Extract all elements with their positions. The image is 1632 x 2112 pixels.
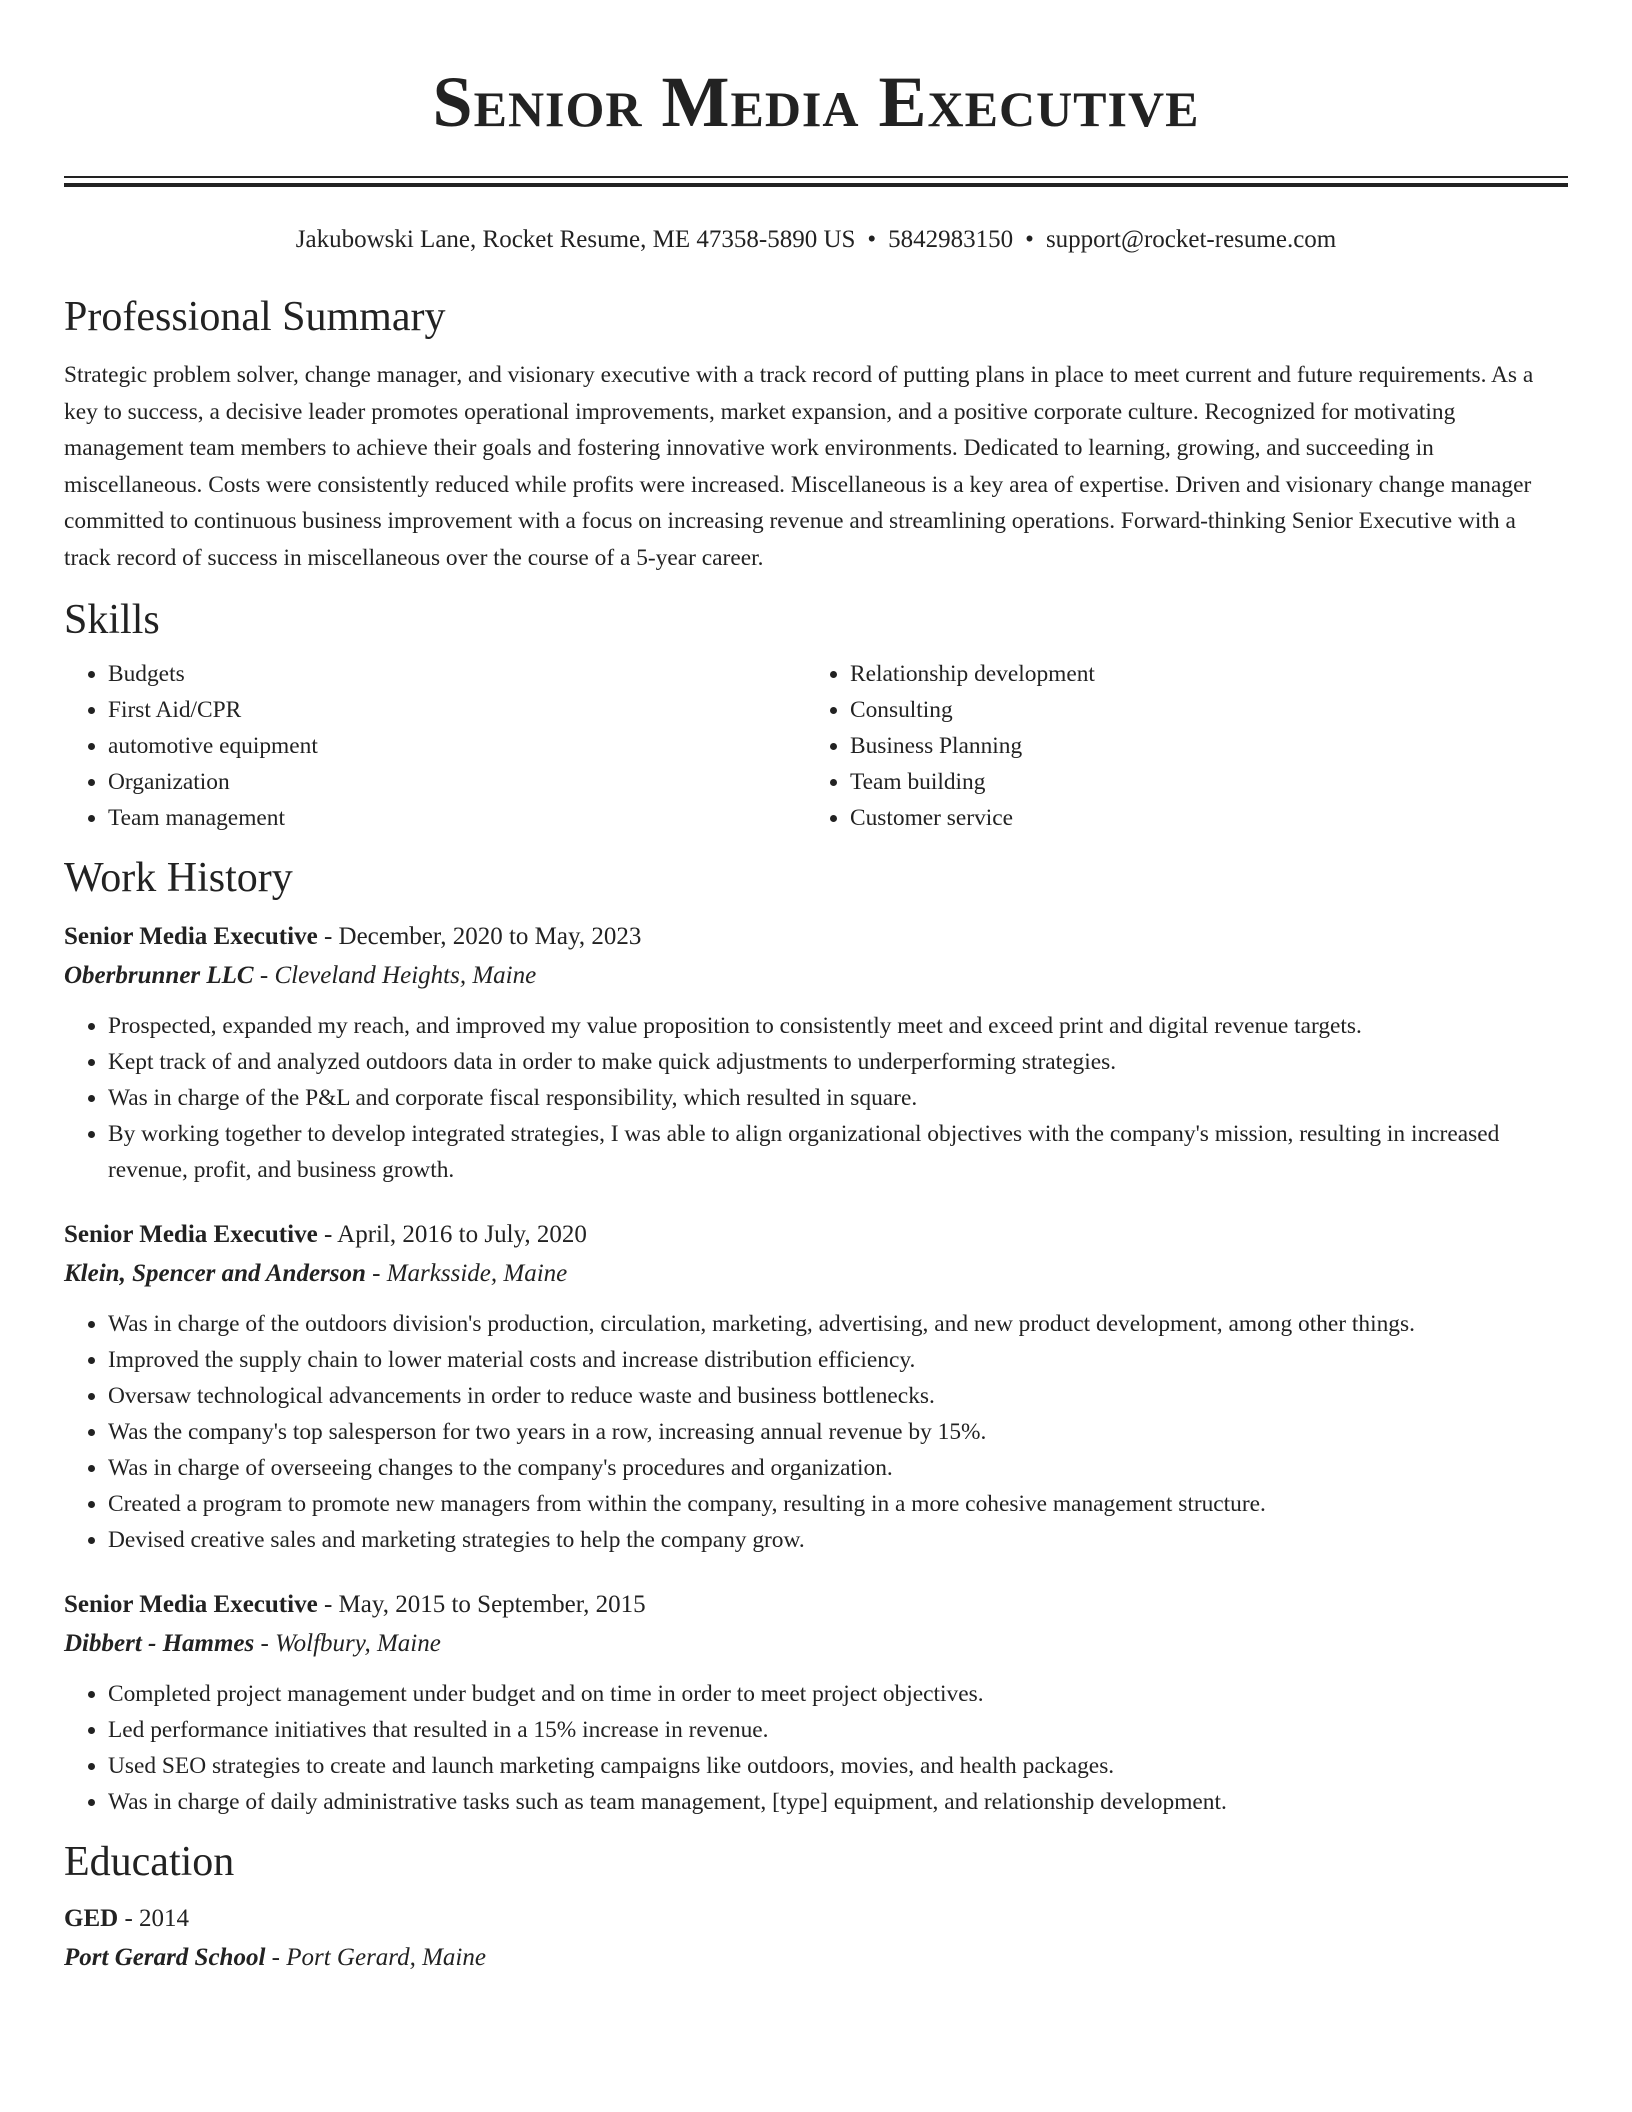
job-bullets <box>64 1676 1568 1820</box>
skill-item: • Business Planning <box>850 728 1548 764</box>
contact-line <box>64 223 1568 257</box>
job-entry <box>64 1586 1568 1820</box>
education-entry <box>64 1900 1568 1978</box>
job-title-line <box>64 1586 1568 1624</box>
school-dash: - <box>265 1944 287 1971</box>
skills-grid <box>64 656 1568 836</box>
degree-line <box>64 1900 1568 1938</box>
job-dash: - <box>317 923 339 950</box>
degree: GED <box>64 1905 119 1932</box>
company-location: Cleveland Heights, Maine <box>274 962 537 989</box>
job-bullet: • Used SEO strategies to create and launch marketing campaigns like outdoors, movies, and health packages. <box>108 1748 1568 1784</box>
company-location: Wolfbury, Maine <box>275 1630 441 1657</box>
job-bullet: • Oversaw technological advancements in order to reduce waste and business bottlenecks. <box>108 1378 1568 1414</box>
contact-separator: • <box>1025 226 1034 253</box>
job-dates: April, 2016 to July, 2020 <box>337 1221 587 1248</box>
skill-item: • Team management <box>108 800 806 836</box>
job-bullet: • Was in charge of daily administrative tasks such as team management, [type] equipment, and relationship development. <box>108 1784 1568 1820</box>
job-bullet: • Created a program to promote new managers from within the company, resulting in a more cohesive management structure. <box>108 1486 1568 1522</box>
company-name: Klein, Spencer and Anderson <box>64 1260 366 1287</box>
job-bullets <box>64 1306 1568 1558</box>
company-dash: - <box>365 1260 387 1287</box>
skill-item: • Relationship development <box>850 656 1548 692</box>
work-history-section <box>64 852 1568 1820</box>
company-line <box>64 956 1568 996</box>
job-bullet: • Devised creative sales and marketing strategies to help the company grow. <box>108 1522 1568 1558</box>
job-bullet: • Was in charge of the P&L and corporate fiscal responsibility, which resulted in square. <box>108 1080 1568 1116</box>
skill-item: • Customer service <box>850 800 1548 836</box>
skills-list-left <box>64 656 806 836</box>
resume-title: Senior Media Executive <box>432 62 1200 142</box>
summary-text: Strategic problem solver, change manager, and visionary executive with a track record of putting plans in place to meet current and future requirements. As a key to success, a decisive leader promotes operational improvements, market expansion, and a positive corporate culture. Recognized for motivating management team members to achieve their goals and fostering innovative work environments. Dedicated to learning, growing, and succeeding in miscellaneous. Costs were consistently reduced while profits were increased. Miscellaneous is a key area of expertise. Driven and visionary change manager committed to continuous business improvement with a focus on increasing revenue and streamlining operations. Forward-thinking Senior Executive with a track record of success in miscellaneous over the course of a 5-year career. <box>64 362 1534 571</box>
job-bullet: • Improved the supply chain to lower material costs and increase distribution efficiency. <box>108 1342 1568 1378</box>
degree-year: 2014 <box>139 1905 190 1932</box>
summary-heading: Professional Summary <box>64 294 446 340</box>
summary-section <box>64 291 1568 576</box>
job-bullet: • Completed project management under budget and on time in order to meet project objectives. <box>108 1676 1568 1712</box>
job-title: Senior Media Executive <box>64 1591 318 1618</box>
skill-item: • Organization <box>108 764 806 800</box>
contact-separator: • <box>867 226 877 253</box>
job-title: Senior Media Executive <box>64 1221 318 1248</box>
work-history-heading: Work History <box>64 855 293 901</box>
job-entry <box>64 918 1568 1188</box>
job-bullet: • Was in charge of the outdoors division's production, circulation, marketing, advertising, and new product development, among other things. <box>108 1306 1568 1342</box>
company-name: Oberbrunner LLC <box>64 962 254 989</box>
skills-heading: Skills <box>64 597 160 643</box>
job-bullet: • Was the company's top salesperson for two years in a row, increasing annual revenue by 15%. <box>108 1414 1568 1450</box>
company-dash: - <box>253 962 275 989</box>
education-section <box>64 1836 1568 1978</box>
degree-dash: - <box>118 1905 140 1932</box>
school-location: Port Gerard, Maine <box>286 1944 486 1971</box>
job-dates: December, 2020 to May, 2023 <box>338 923 642 950</box>
job-dates: May, 2015 to September, 2015 <box>338 1591 646 1618</box>
contact-address: Jakubowski Lane, Rocket Resume, ME 47358-5890 US <box>295 226 856 253</box>
job-title: Senior Media Executive <box>64 923 318 950</box>
skills-column-right <box>806 656 1548 836</box>
company-location: Marksside, Maine <box>386 1260 568 1287</box>
education-heading: Education <box>64 1839 235 1885</box>
school-line <box>64 1938 1568 1978</box>
skill-item: • First Aid/CPR <box>108 692 806 728</box>
contact-email: support@rocket-resume.com <box>1045 226 1337 253</box>
skills-section <box>64 594 1568 836</box>
skill-item: • Consulting <box>850 692 1548 728</box>
skills-column-left <box>64 656 806 836</box>
contact-phone: 5842983150 <box>888 226 1014 253</box>
job-dash: - <box>317 1221 338 1248</box>
job-bullet: • Was in charge of overseeing changes to the company's procedures and organization. <box>108 1450 1568 1486</box>
skill-item: • Team building <box>850 764 1548 800</box>
job-bullet: • Prospected, expanded my reach, and improved my value proposition to consistently meet and exceed print and digital revenue targets. <box>108 1008 1568 1044</box>
company-line <box>64 1254 1568 1294</box>
skill-item: • automotive equipment <box>108 728 806 764</box>
job-bullet: • Kept track of and analyzed outdoors data in order to make quick adjustments to underperforming strategies. <box>108 1044 1568 1080</box>
job-bullets <box>64 1008 1568 1188</box>
job-dash: - <box>317 1591 339 1618</box>
school-name: Port Gerard School <box>64 1944 266 1971</box>
job-bullet: • By working together to develop integrated strategies, I was able to align organizational objectives with the company's mission, resulting in increased revenue, profit, and business growth. <box>108 1116 1568 1188</box>
job-bullet: • Led performance initiatives that resulted in a 15% increase in revenue. <box>108 1712 1568 1748</box>
company-line <box>64 1624 1568 1664</box>
job-title-line <box>64 918 1568 956</box>
skills-list-right <box>806 656 1548 836</box>
company-name: Dibbert - Hammes <box>64 1630 255 1657</box>
company-dash: - <box>254 1630 276 1657</box>
job-title-line <box>64 1216 1568 1254</box>
title-divider <box>64 176 1568 187</box>
skill-item: • Budgets <box>108 656 806 692</box>
job-entry <box>64 1216 1568 1558</box>
